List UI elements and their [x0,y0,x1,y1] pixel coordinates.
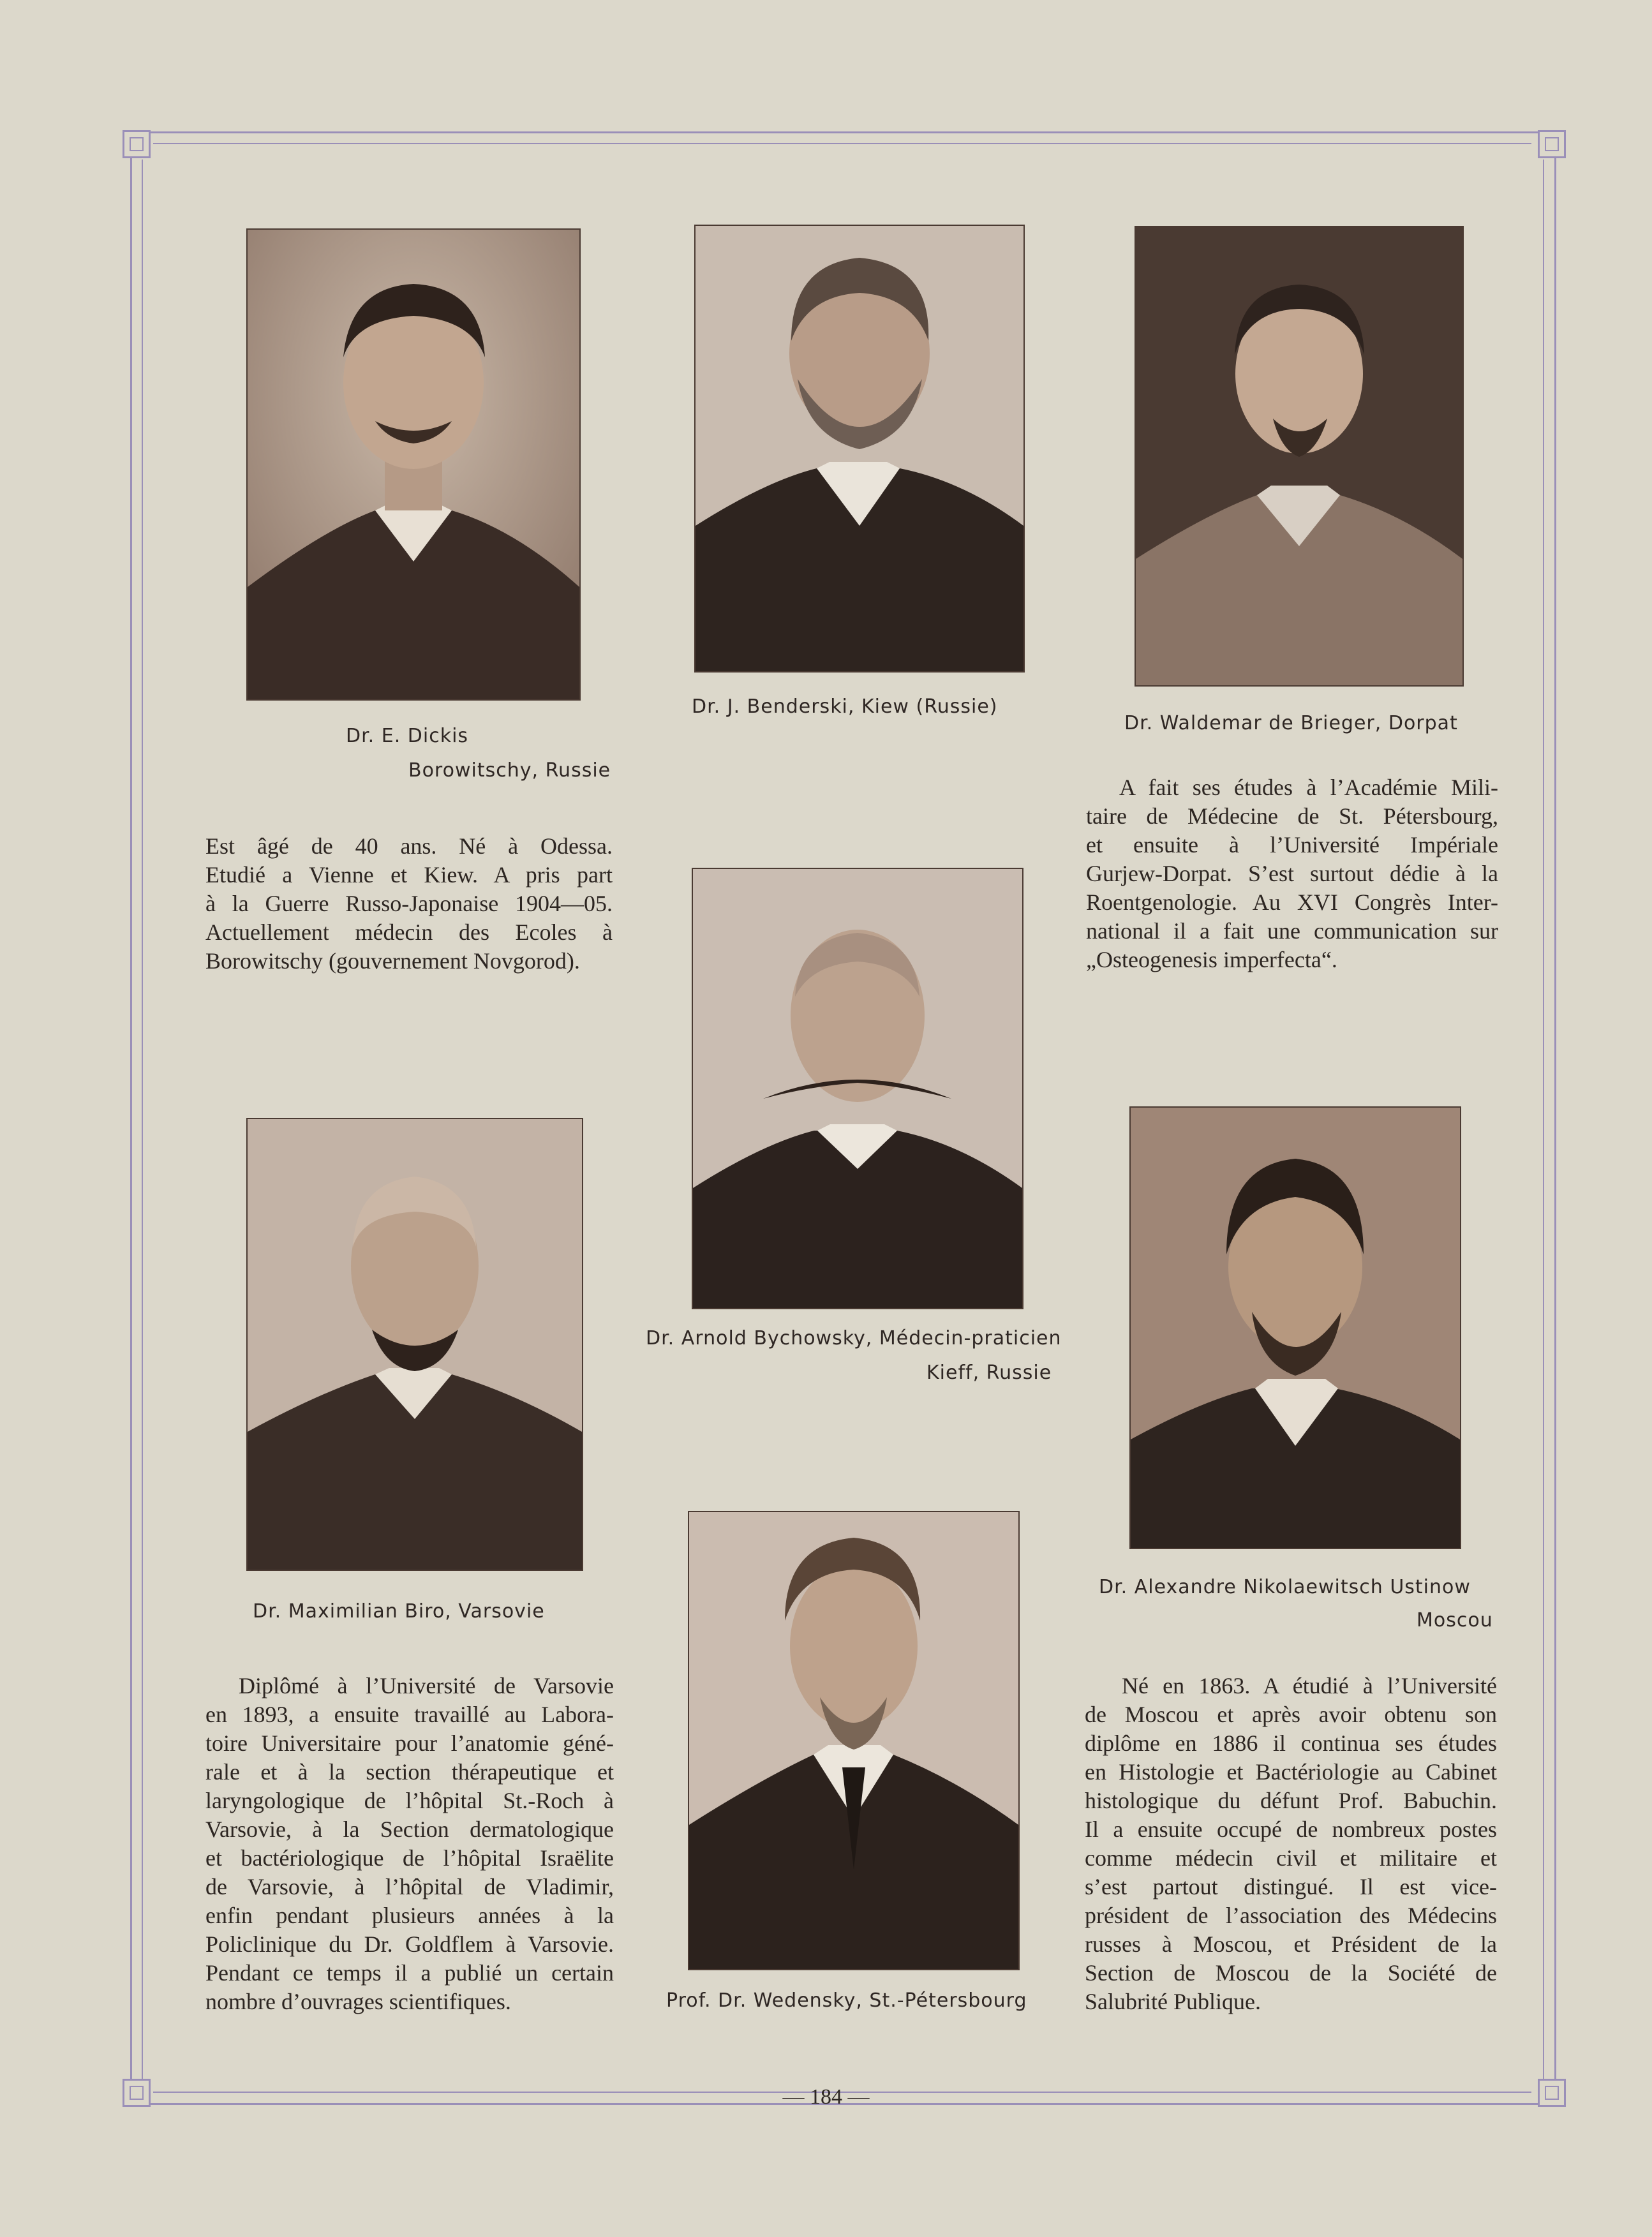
page-number: — 184 — [782,2085,870,2109]
bio-line: Né en 1863. A étudié à l’Université [1122,1673,1497,1698]
frame-corner-ornament [123,130,151,158]
bio-line: national il a fait une communication sur [1086,918,1498,944]
portrait-wedensky [689,1512,1018,1969]
bio-line: A fait ses études à l’Académie Mili- [1119,775,1498,800]
bio-line: toire Universitaire pour l’anatomie géné- [205,1730,614,1756]
frame-top-outer [125,131,1559,133]
portrait-benderski [696,226,1023,671]
caption-bychowsky-place: Kieff, Russie [926,1362,1052,1384]
bio-line: Diplômé à l’Université de Varsovie [239,1673,614,1698]
bio-line: Il a ensuite occupé de nombreux postes [1085,1817,1497,1842]
frame-right-outer [1554,131,1556,2103]
bio-line: rale et à la section thérapeutique et [205,1759,614,1785]
bio-line: s’est partout distingué. Il est vice- [1085,1874,1497,1899]
frame-right-inner [1543,160,1544,2080]
caption-dickis-name: Dr. E. Dickis [346,725,469,747]
portrait-brieger [1136,227,1462,685]
bio-line: russes à Moscou, et Président de la [1085,1931,1497,1957]
portrait-image [696,226,1023,671]
caption-wedensky: Prof. Dr. Wedensky, St.-Pétersbourg [666,1989,1027,2012]
bio-line: Actuellement médecin des Ecoles à [205,919,613,945]
bio-dickis [205,832,613,976]
bio-line: diplôme en 1886 il continua ses études [1085,1730,1497,1756]
portrait-bychowsky [693,869,1022,1308]
portrait-image [689,1512,1018,1969]
bio-line: histologique du défunt Prof. Babuchin. [1085,1788,1497,1813]
portrait-image [1136,227,1462,685]
bio-line: comme médecin civil et militaire et [1085,1845,1497,1871]
caption-benderski: Dr. J. Benderski, Kiew (Russie) [692,695,998,718]
caption-bychowsky-name: Dr. Arnold Bychowsky, Médecin-praticien [646,1327,1062,1349]
bio-ustinow [1085,1672,1497,2016]
bio-line: Policlinique du Dr. Goldflem à Varsovie. [205,1931,614,1957]
portrait-image [248,230,579,699]
bio-line: Borowitschy (gouvernement Novgorod). [205,948,580,974]
bio-line: Varsovie, à la Section dermatologique [205,1817,614,1842]
portrait-dickis [248,230,579,699]
bio-line: Section de Moscou de la Société de [1085,1960,1497,1986]
portrait-biro [248,1119,582,1570]
bio-line: „Osteogenesis imperfecta“. [1086,947,1337,972]
caption-brieger: Dr. Waldemar de Brieger, Dorpat [1124,712,1458,734]
frame-left-inner [142,160,143,2080]
bio-line: président de l’association des Médecins [1085,1903,1497,1928]
bio-line: de Varsovie, à l’hôpital de Vladimir, [205,1874,614,1899]
portrait-image [693,869,1022,1308]
portrait-ustinow [1131,1108,1460,1548]
bio-line: nombre d’ouvrages scientifiques. [205,1989,511,2014]
bio-line: Roentgenologie. Au XVI Congrès Inter- [1086,889,1498,915]
bio-line: Etudié a Vienne et Kiew. A pris part [205,862,613,888]
bio-line: Salubrité Publique. [1085,1989,1261,2014]
bio-brieger [1086,773,1498,974]
bio-line: en Histologie et Bactériologie au Cabinet [1085,1759,1497,1785]
bio-biro [205,1672,614,2016]
caption-ustinow-name: Dr. Alexandre Nikolaewitsch Ustinow [1099,1576,1471,1598]
bio-line: taire de Médecine de St. Pétersbourg, [1086,803,1498,829]
caption-biro: Dr. Maximilian Biro, Varsovie [253,1600,545,1623]
portrait-image [248,1119,582,1570]
bio-line: en 1893, a ensuite travaillé au Labora- [205,1702,614,1727]
bio-line: enfin pendant plusieurs années à la [205,1903,614,1928]
bio-line: Est âgé de 40 ans. Né à Odessa. [205,833,613,859]
bio-line: laryngologique de l’hôpital St.-Roch à [205,1788,614,1813]
frame-left-outer [130,131,132,2103]
bio-line: Gurjew-Dorpat. S’est surtout dédie à la [1086,861,1498,886]
portrait-image [1131,1108,1460,1548]
frame-corner-ornament [1538,130,1566,158]
frame-top-inner [153,143,1531,144]
caption-ustinow-place: Moscou [1417,1609,1493,1631]
bio-line: de Moscou et après avoir obtenu son [1085,1702,1497,1727]
bio-line: et ensuite à l’Université Impériale [1086,832,1498,858]
bio-line: et bactériologique de l’hôpital Israëlite [205,1845,614,1871]
bio-line: Pendant ce temps il a publié un certain [205,1960,614,1986]
caption-dickis-place: Borowitschy, Russie [408,759,611,782]
bio-line: à la Guerre Russo-Japonaise 1904—05. [205,891,613,916]
